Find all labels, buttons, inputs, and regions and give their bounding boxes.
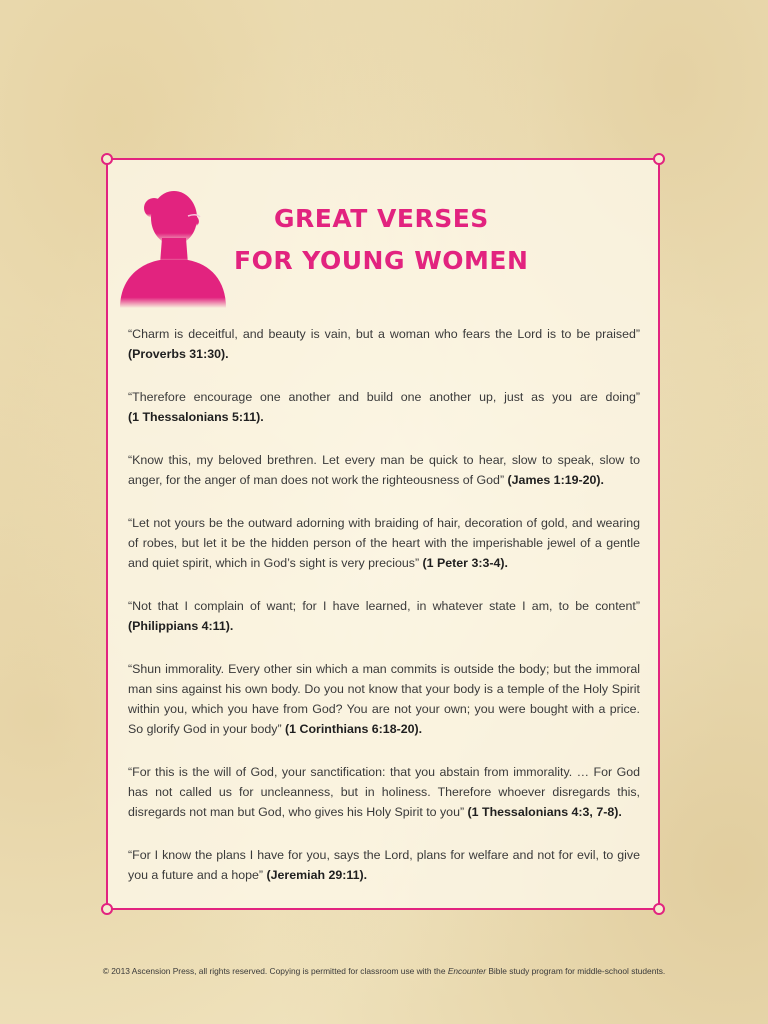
verse-item: [128, 596, 640, 636]
page-subtitle: FOR YOUNG WOMEN: [234, 246, 529, 275]
verse-item: [128, 659, 640, 739]
verse-text: “For I know the plans I have for you, says the Lord, plans for welfare and not for evil, to give you a future and a hope”: [128, 848, 640, 882]
verse-reference: (Philippians 4:11).: [128, 619, 234, 633]
verse-list: [128, 324, 640, 908]
verse-reference: (1 Corinthians 6:18-20).: [285, 722, 423, 736]
verse-item: [128, 450, 640, 490]
footer-text-start: © 2013 Ascension Press, all rights reserved. Copying is permitted for classroom use with the: [102, 966, 448, 976]
verse-reference: (1 Thessalonians 5:11).: [128, 410, 264, 424]
corner-ornament: [101, 903, 113, 915]
verse-item: [128, 513, 640, 573]
verse-reference: (Jeremiah 29:11).: [266, 868, 368, 882]
verse-text: “Let not yours be the outward adorning with braiding of hair, decoration of gold, and wearing of robes, but let it be the hidden person of the heart with the imperishable jewel of a gentle and quiet spirit, which in God’s sight is very precious”: [128, 516, 640, 570]
verse-item: [128, 387, 640, 427]
page-title: GREAT VERSES: [274, 204, 489, 233]
verse-text: “Shun immorality. Every other sin which a man commits is outside the body; but the immoral man sins against his own body. Do you not know that your body is a temple of the Holy Spirit within you, which you have from God? You are not your own; you were bought with a price. So glorify God in your body”: [128, 662, 640, 736]
corner-ornament: [101, 153, 113, 165]
verse-card: [106, 158, 660, 910]
footer-text-end: Bible study program for middle-school students.: [486, 966, 666, 976]
verse-text: “Therefore encourage one another and build one another up, just as you are doing”: [128, 390, 640, 404]
verse-item: [128, 845, 640, 885]
verse-reference: (Proverbs 31:30).: [128, 347, 229, 361]
verse-reference: (1 Peter 3:3-4).: [422, 556, 508, 570]
verse-reference: (1 Thessalonians 4:3, 7-8).: [467, 805, 622, 819]
verse-text: “Not that I complain of want; for I have learned, in whatever state I am, to be content”: [128, 599, 640, 613]
copyright-footer: [0, 966, 768, 976]
verse-item: [128, 324, 640, 364]
verse-text: “For this is the will of God, your sanctification: that you abstain from immorality. … For God has not called us for uncleanness, but in holiness. Therefore whoever disregards this, disregards not man but God, who gives his Holy Spirit to you”: [128, 765, 640, 819]
verse-reference: (James 1:19-20).: [507, 473, 604, 487]
verse-item: [128, 762, 640, 822]
verse-text: “Know this, my beloved brethren. Let every man be quick to hear, slow to speak, slow to anger, for the anger of man does not work the righteousness of God”: [128, 453, 640, 487]
footer-program-name: Encounter: [447, 966, 486, 976]
corner-ornament: [653, 903, 665, 915]
verse-text: “Charm is deceitful, and beauty is vain, but a woman who fears the Lord is to be praised”: [128, 327, 640, 341]
woman-silhouette-icon: [116, 176, 228, 308]
corner-ornament: [653, 153, 665, 165]
